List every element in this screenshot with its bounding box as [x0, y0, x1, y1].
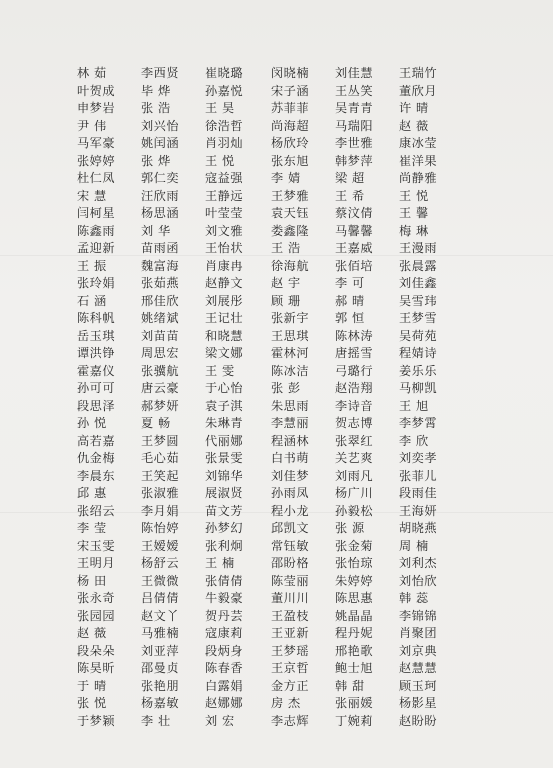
- name-cell: 程婧诗: [399, 346, 438, 360]
- name-cell: 霍嘉仪: [77, 363, 116, 378]
- name-cell: 王嘉威: [335, 241, 374, 255]
- name-cell: 展淑贤: [205, 486, 244, 500]
- name-cell: 王明月: [77, 556, 116, 570]
- name-cell: 赵文丫: [141, 608, 180, 623]
- name-cell: 程涵林: [271, 433, 310, 448]
- name-cell: 鲍士旭: [335, 661, 374, 675]
- name-cell: 顾 珊: [271, 293, 301, 308]
- name-cell: 牛毅豪: [205, 591, 244, 605]
- name-cell: 刘京典: [399, 643, 438, 658]
- name-cell: 娄鑫隆: [271, 223, 310, 238]
- name-cell: 和晓慧: [205, 328, 244, 343]
- name-list: [77, 65, 537, 730]
- name-cell: 金方正: [271, 678, 310, 693]
- name-cell: 韩 蕊: [399, 591, 429, 605]
- name-cell: 郝梦妍: [141, 398, 180, 413]
- name-cell: 赵浩翔: [335, 381, 374, 395]
- name-cell: 王 昊: [205, 101, 235, 115]
- name-cell: 贺志博: [335, 416, 374, 430]
- name-cell: 魏富海: [141, 258, 180, 273]
- name-cell: 赵慧慧: [399, 661, 438, 675]
- name-cell: 张茹燕: [141, 276, 180, 290]
- name-cell: 梁文娜: [205, 346, 244, 360]
- name-cell: 张园园: [77, 608, 116, 623]
- name-cell: 姚绪斌: [141, 311, 180, 325]
- name-cell: 徐海航: [271, 258, 310, 273]
- name-cell: 苏菲菲: [271, 101, 310, 115]
- name-cell: 杨思涵: [141, 206, 180, 220]
- name-cell: 代丽娜: [205, 433, 244, 448]
- name-cell: 房 杰: [271, 696, 301, 710]
- name-cell: 吴青青: [335, 101, 374, 115]
- name-cell: 程丹妮: [335, 626, 374, 640]
- name-cell: 徐浩哲: [205, 118, 244, 133]
- name-cell: 叶莹莹: [205, 206, 244, 220]
- name-cell: 高若嘉: [77, 433, 116, 448]
- name-cell: 康冰莹: [399, 136, 438, 150]
- name-cell: 韩梦萍: [335, 153, 374, 168]
- name-cell: 董川川: [271, 591, 310, 605]
- name-cell: 陈怡婷: [141, 521, 180, 535]
- name-cell: 申梦岩: [77, 101, 116, 115]
- name-cell: 杨嘉敏: [141, 696, 180, 710]
- name-cell: 王 馨: [399, 206, 429, 220]
- name-cell: 张骥航: [141, 363, 180, 378]
- name-cell: 王思琪: [271, 328, 310, 343]
- name-cell: 张菲儿: [399, 468, 438, 483]
- name-cell: 郭仁奕: [141, 171, 180, 185]
- name-cell: 孙雨凤: [271, 486, 310, 500]
- name-cell: 丁婉莉: [335, 713, 374, 728]
- name-cell: 赵 薇: [399, 118, 429, 133]
- name-cell: 尹 伟: [77, 118, 107, 133]
- name-cell: 邱凯文: [271, 521, 310, 535]
- name-cell: 李 可: [335, 276, 365, 290]
- name-cell: 孙毅松: [335, 503, 374, 518]
- name-cell: 刘 华: [141, 223, 171, 238]
- name-cell: 谭洪铮: [77, 346, 116, 360]
- name-cell: 杜仁凤: [77, 171, 116, 185]
- name-cell: 李诗音: [335, 398, 374, 413]
- name-cell: 张 烨: [141, 153, 171, 168]
- name-cell: 常钰敏: [271, 538, 310, 553]
- name-cell: 张景雯: [205, 451, 244, 465]
- name-cell: 叶贺成: [77, 83, 116, 98]
- name-cell: 陈科帆: [77, 311, 116, 325]
- name-cell: 宋 慧: [77, 188, 107, 203]
- name-cell: 刘佳鑫: [399, 276, 438, 290]
- name-cell: 肖聚团: [399, 626, 438, 640]
- name-cell: 苗雨函: [141, 241, 180, 255]
- name-cell: 张新宇: [271, 311, 310, 325]
- name-cell: 王 楠: [205, 556, 235, 570]
- name-cell: 毛心茹: [141, 451, 180, 465]
- name-cell: 马军豪: [77, 136, 116, 150]
- name-cell: 李梦霄: [399, 416, 438, 430]
- name-cell: 王京哲: [271, 661, 310, 675]
- name-cell: 邱 惠: [77, 486, 107, 500]
- name-cell: 张 悦: [77, 696, 107, 710]
- name-cell: 马雅楠: [141, 626, 180, 640]
- name-cell: 尚静雅: [399, 171, 438, 185]
- name-cell: 李晨东: [77, 468, 116, 483]
- name-cell: 肖羽灿: [205, 136, 244, 150]
- name-cell: 陈莹丽: [271, 573, 310, 588]
- name-cell: 王亚新: [271, 626, 310, 640]
- name-cell: 张东旭: [271, 153, 310, 168]
- name-cell: 王漫雨: [399, 241, 438, 255]
- name-cell: 李 壮: [141, 713, 171, 728]
- name-cell: 弓璐行: [335, 363, 374, 378]
- name-cell: 邵曼贞: [141, 661, 180, 675]
- name-cell: 段思泽: [77, 398, 116, 413]
- name-cell: 杨欣玲: [271, 136, 310, 150]
- name-cell: 宋子涵: [271, 83, 310, 98]
- name-cell: 段雨佳: [399, 486, 438, 500]
- name-cell: 王怡状: [205, 241, 244, 255]
- name-cell: 尚海超: [271, 118, 310, 133]
- name-cell: 王微微: [141, 573, 180, 588]
- name-cell: 仇金梅: [77, 451, 116, 465]
- name-cell: 汪欣雨: [141, 188, 180, 203]
- name-cell: 姜乐乐: [399, 363, 438, 378]
- name-cell: 寇益强: [205, 171, 244, 185]
- name-cell: 王梦雅: [271, 188, 310, 203]
- name-cell: 王 悦: [399, 188, 429, 203]
- name-cell: 孟迎新: [77, 241, 116, 255]
- name-cell: 刘苗苗: [141, 328, 180, 343]
- name-cell: 刘兴怡: [141, 118, 180, 133]
- name-cell: 刘利杰: [399, 556, 438, 570]
- name-cell: 刘怡欣: [399, 573, 438, 588]
- name-cell: 邵盼格: [271, 556, 310, 570]
- name-cell: 朱婷婷: [335, 573, 374, 588]
- name-cell: 程小龙: [271, 503, 310, 518]
- name-cell: 于 晴: [77, 678, 107, 693]
- name-cell: 王笑起: [141, 468, 180, 483]
- name-cell: 杨影星: [399, 696, 438, 710]
- name-cell: 张淑雅: [141, 486, 180, 500]
- name-cell: 韩 甜: [335, 678, 365, 693]
- name-cell: 吕倩倩: [141, 591, 180, 605]
- name-cell: 李锦锦: [399, 608, 438, 623]
- name-cell: 段炳身: [205, 643, 244, 658]
- name-cell: 王 希: [335, 188, 365, 203]
- name-cell: 刘亚萍: [141, 643, 180, 658]
- name-cell: 梅 琳: [399, 223, 429, 238]
- name-cell: 李慧丽: [271, 416, 310, 430]
- name-cell: 王梦圆: [141, 433, 180, 448]
- name-cell: 闫柯星: [77, 206, 116, 220]
- name-cell: 毕 烨: [141, 83, 171, 98]
- name-cell: 张 浩: [141, 101, 171, 115]
- name-cell: 王记壮: [205, 311, 244, 325]
- name-cell: 张翠红: [335, 433, 374, 448]
- name-cell: 唐摇雪: [335, 346, 374, 360]
- name-cell: 刘雨凡: [335, 468, 374, 483]
- name-cell: 张绍云: [77, 503, 116, 518]
- name-cell: 崔晓璐: [205, 66, 244, 80]
- name-cell: 闵晓楠: [271, 66, 310, 80]
- name-cell: 王 雯: [205, 363, 235, 378]
- name-cell: 王梦瑶: [271, 643, 310, 658]
- name-cell: 郭 恒: [335, 311, 365, 325]
- name-cell: 于梦颖: [77, 713, 116, 728]
- name-cell: 石 涵: [77, 293, 107, 308]
- name-cell: 马馨馨: [335, 223, 374, 238]
- name-cell: 朱琳青: [205, 416, 244, 430]
- name-cell: 张晨露: [399, 258, 438, 273]
- name-cell: 邢佳欣: [141, 293, 180, 308]
- name-cell: 郝 晴: [335, 293, 365, 308]
- name-cell: 陈思惠: [335, 591, 374, 605]
- name-cell: 袁子淇: [205, 398, 244, 413]
- name-cell: 张丽媛: [335, 696, 374, 710]
- name-cell: 林 茹: [77, 66, 107, 80]
- name-cell: 王静远: [205, 188, 244, 203]
- name-cell: 杨广川: [335, 486, 374, 500]
- name-cell: 吴雪玮: [399, 293, 438, 308]
- name-cell: 王瑞竹: [399, 66, 438, 80]
- name-cell: 杨舒云: [141, 556, 180, 570]
- name-cell: 张利炯: [205, 538, 244, 553]
- name-cell: 邢艳歌: [335, 643, 374, 658]
- name-cell: 孙 悦: [77, 416, 107, 430]
- name-cell: 岳玉琪: [77, 328, 116, 343]
- name-cell: 陈冰洁: [271, 363, 310, 378]
- name-cell: 张玲娟: [77, 276, 116, 290]
- name-cell: 李月娟: [141, 503, 180, 518]
- name-cell: 孙嘉悦: [205, 83, 244, 98]
- name-cell: 梁 超: [335, 171, 365, 185]
- name-cell: 赵娜娜: [205, 696, 244, 710]
- name-cell: 张婷婷: [77, 153, 116, 168]
- name-cell: 寇康莉: [205, 626, 244, 640]
- name-cell: 李 莹: [77, 521, 107, 535]
- name-cell: 刘 宏: [205, 713, 235, 728]
- name-cell: 张永奇: [77, 591, 116, 605]
- name-cell: 刘文雅: [205, 223, 244, 238]
- name-cell: 王 旭: [399, 398, 429, 413]
- name-cell: 李西贤: [141, 66, 180, 80]
- name-cell: 赵 宇: [271, 276, 301, 290]
- name-cell: 宋玉雯: [77, 538, 116, 553]
- name-cell: 李 婧: [271, 171, 301, 185]
- name-cell: 陈鑫雨: [77, 223, 116, 238]
- name-cell: 赵 薇: [77, 626, 107, 640]
- name-cell: 王盈枝: [271, 608, 310, 623]
- name-cell: 顾玉珂: [399, 678, 438, 693]
- name-cell: 肖康冉: [205, 258, 244, 273]
- name-cell: 王丛笑: [335, 83, 374, 98]
- name-cell: 张 源: [335, 521, 365, 535]
- name-cell: 王 悦: [205, 153, 235, 168]
- name-cell: 刘展彤: [205, 293, 244, 308]
- name-cell: 霍林河: [271, 346, 310, 360]
- name-cell: 陈林涛: [335, 328, 374, 343]
- name-cell: 贺丹芸: [205, 608, 244, 623]
- name-cell: 孙梦幻: [205, 521, 244, 535]
- name-cell: 王嫒嫒: [141, 538, 180, 553]
- name-cell: 董欣月: [399, 83, 438, 98]
- name-cell: 夏 畅: [141, 416, 171, 430]
- name-cell: 苗文芳: [205, 503, 244, 518]
- name-cell: 关艺爽: [335, 451, 374, 465]
- name-cell: 白书萌: [271, 451, 310, 465]
- name-cell: 张佰培: [335, 258, 374, 273]
- name-cell: 张艳朋: [141, 678, 180, 693]
- name-cell: 李 欣: [399, 433, 429, 448]
- name-cell: 张怡琼: [335, 556, 374, 570]
- name-cell: 王梦雪: [399, 311, 438, 325]
- name-cell: 刘奕孝: [399, 451, 438, 465]
- name-cell: 赵盼盼: [399, 713, 438, 728]
- name-cell: 王海妍: [399, 503, 438, 518]
- name-cell: 李志辉: [271, 713, 310, 728]
- name-cell: 胡晓燕: [399, 521, 438, 535]
- name-cell: 刘佳慧: [335, 66, 374, 80]
- name-cell: 张倩倩: [205, 573, 244, 588]
- name-cell: 杨 田: [77, 573, 107, 588]
- name-cell: 吴荷苑: [399, 328, 438, 343]
- name-cell: 孙可可: [77, 381, 116, 395]
- name-cell: 王 振: [77, 258, 107, 273]
- name-cell: 白露娟: [205, 678, 244, 693]
- name-cell: 周思宏: [141, 346, 180, 360]
- name-cell: 姚晶晶: [335, 608, 374, 623]
- name-cell: 于心怡: [205, 381, 244, 395]
- name-cell: 刘佳梦: [271, 468, 310, 483]
- name-cell: 张 彭: [271, 381, 301, 395]
- name-cell: 陈昊昕: [77, 661, 116, 675]
- name-cell: 唐云豪: [141, 381, 180, 395]
- name-cell: 刘锦华: [205, 468, 244, 483]
- name-cell: 李世雅: [335, 136, 374, 150]
- name-cell: 周 楠: [399, 538, 429, 553]
- name-cell: 马瑞阳: [335, 118, 374, 133]
- name-cell: 崔洋果: [399, 153, 438, 168]
- name-cell: 马柳凯: [399, 381, 438, 395]
- name-cell: 段朵朵: [77, 643, 116, 658]
- name-cell: 袁天钰: [271, 206, 310, 220]
- name-cell: 许 晴: [399, 101, 429, 115]
- name-cell: 陈春香: [205, 661, 244, 675]
- name-cell: 赵静文: [205, 276, 244, 290]
- name-cell: 张金菊: [335, 538, 374, 553]
- name-cell: 蔡汶倩: [335, 206, 374, 220]
- name-cell: 姚闰涵: [141, 136, 180, 150]
- name-cell: 朱思雨: [271, 398, 310, 413]
- name-cell: 王 浩: [271, 241, 301, 255]
